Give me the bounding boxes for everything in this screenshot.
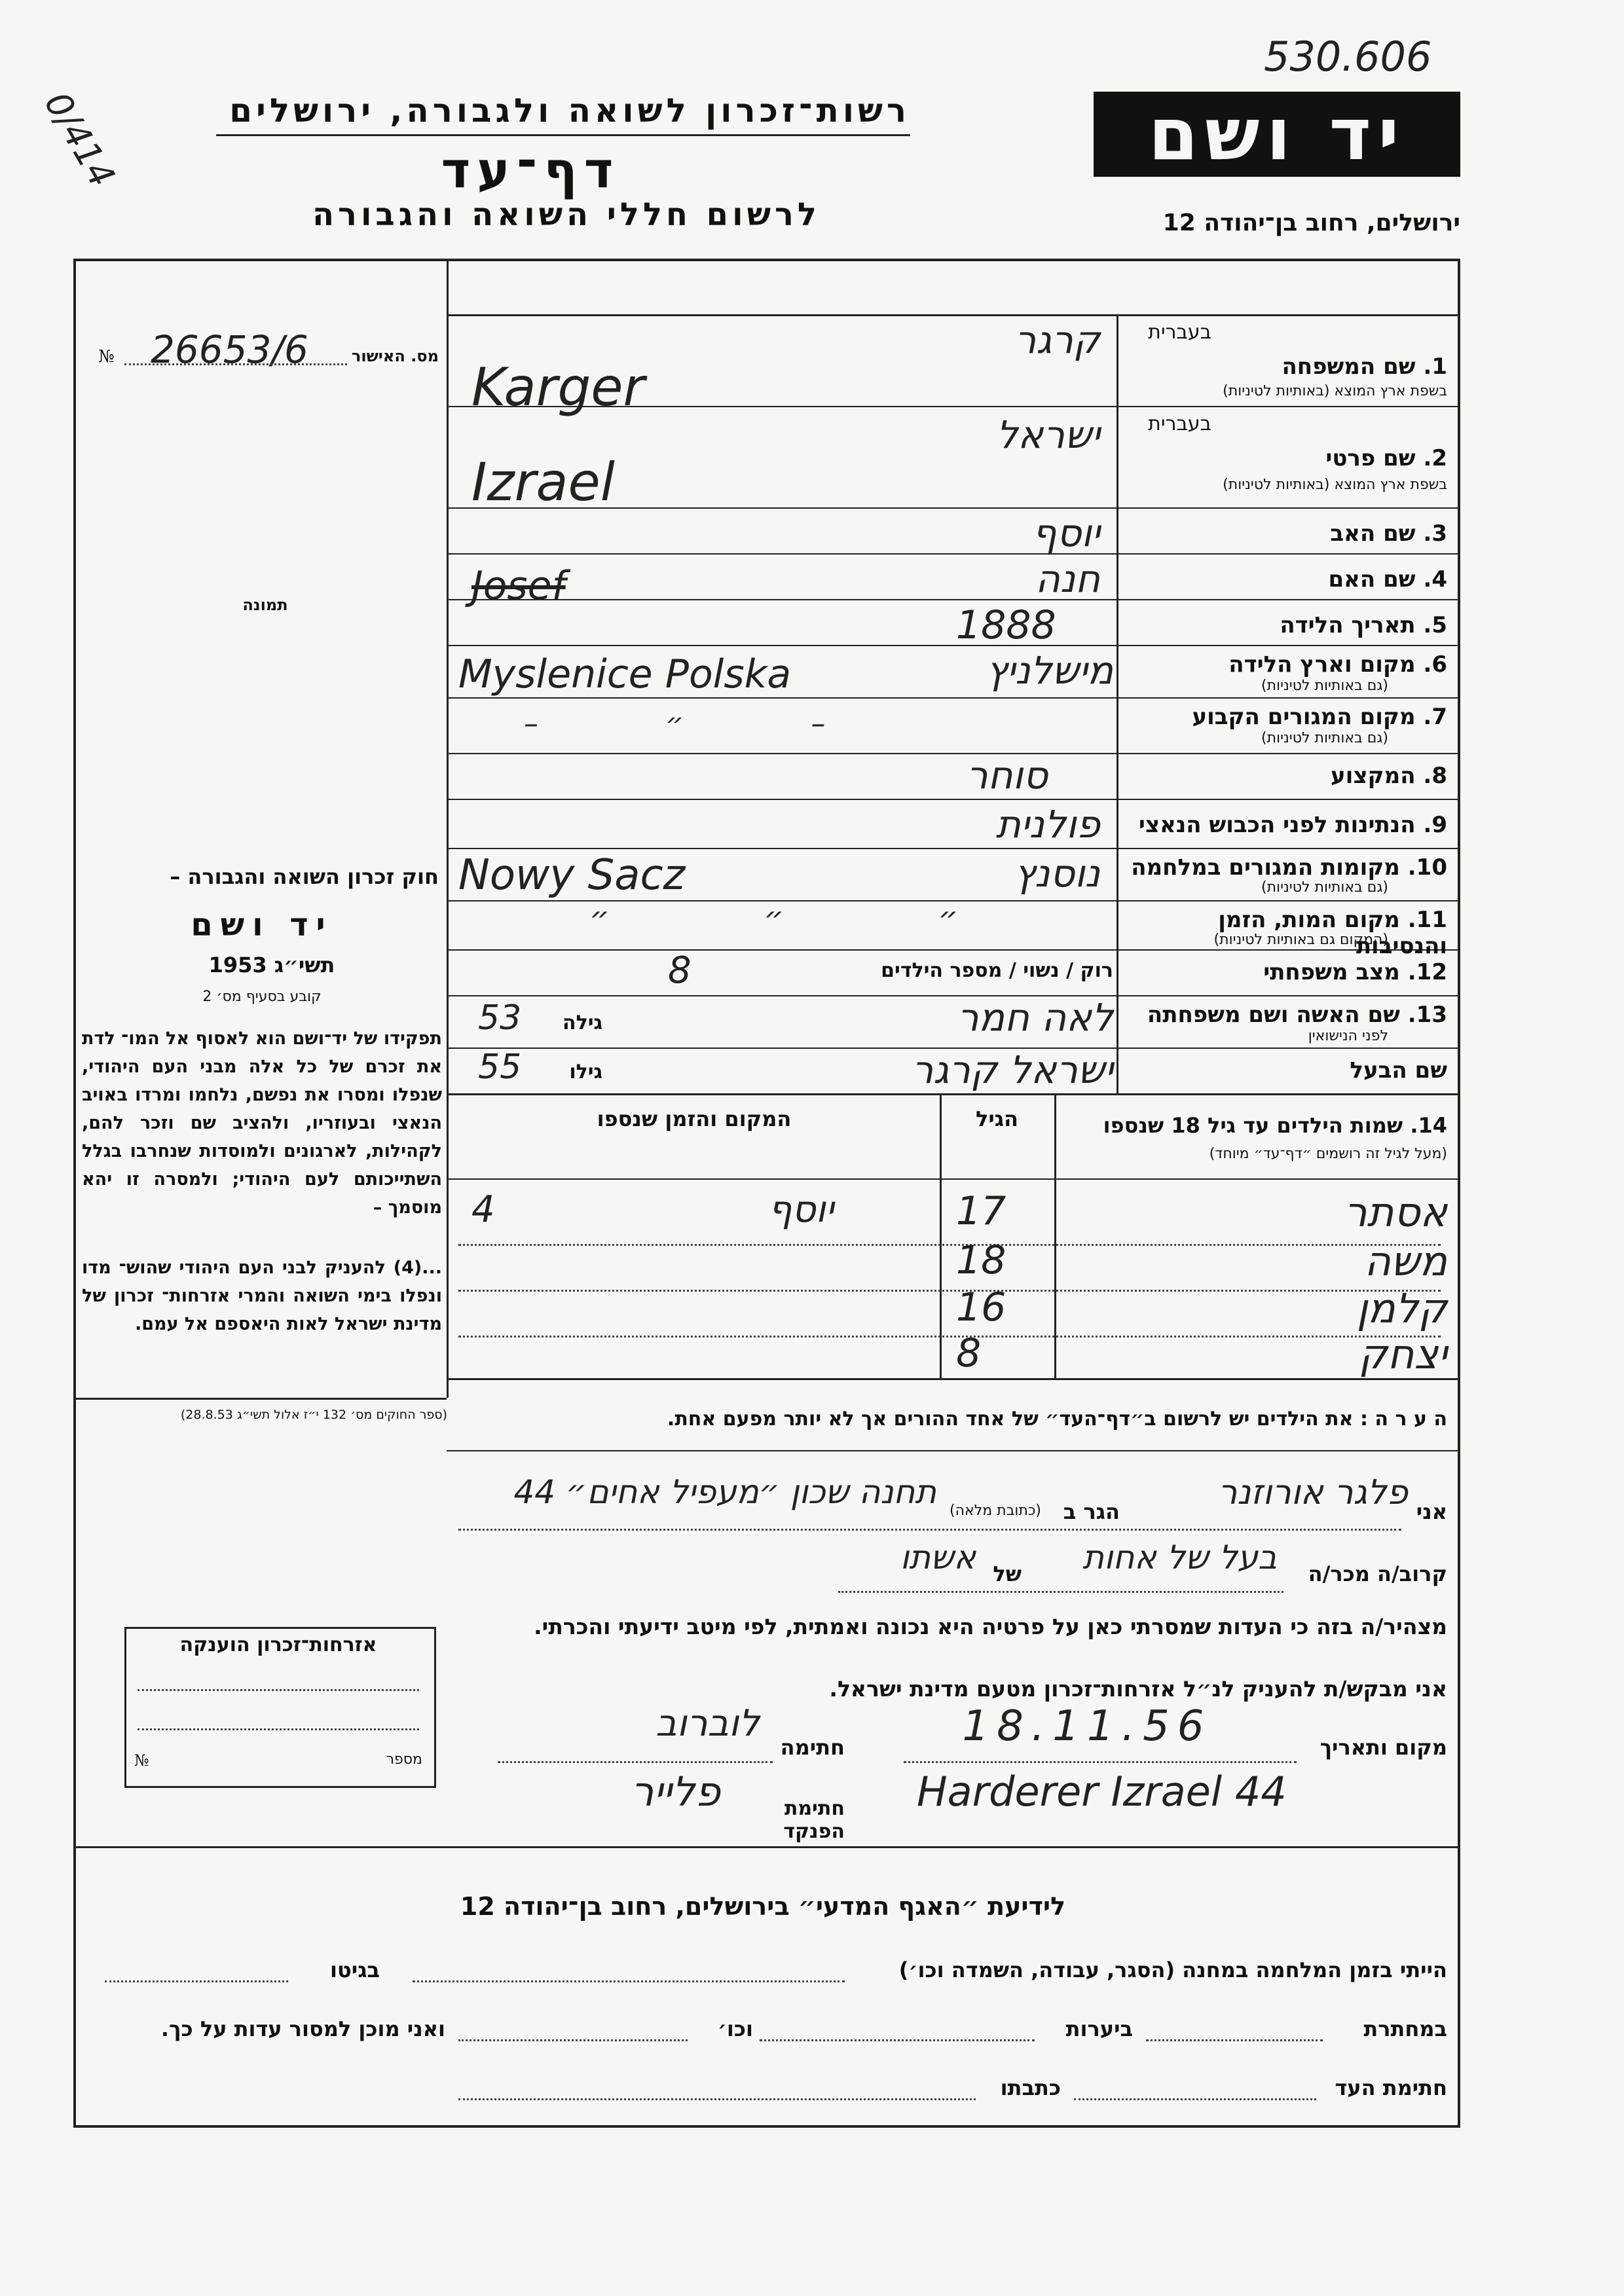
field-2-hebrew-tag: בעברית [1148,412,1211,435]
field-11-sub: (המקום גם באותיות לטיניות) [1213,932,1388,948]
law-year-number: 1953 [208,953,267,977]
profession[interactable]: סוחר [966,753,1048,797]
field-7-label [1126,704,1447,730]
authority-name: רשות־זכרון לשואה ולגבורה, ירושלים [229,92,910,130]
husband-name[interactable]: ישראל קרגר [912,1048,1113,1092]
birth-place-hebrew[interactable]: מישלניץ [986,648,1113,693]
officer-signature-label: חתימת הפנקד [783,1797,845,1843]
field-1-sub: בשפת ארץ המוצא (באותיות לטיניות) [1223,383,1447,399]
field-3-label [1126,520,1447,547]
field-7-number: 7. [1423,704,1447,730]
form-title: דף־עד [441,141,620,199]
field-6-name: מקום וארץ הלידה [1228,651,1416,678]
declarant-address[interactable]: תחנה שכון ״מעפיל אחים״ 44 [513,1473,936,1511]
child-3-age[interactable]: 16 [956,1285,1006,1330]
field-11-name: מקום המות, הזמן והנסיבות [1218,907,1447,959]
field-8-name: המקצוע [1331,763,1416,789]
place-date-value[interactable]: 18.11.56 [962,1702,1212,1751]
law-title: חוק זכרון השואה והגבורה – [170,864,439,889]
child-1-place[interactable]: 4 יוסף [471,1188,834,1231]
footer-forests: ביערות [1065,2016,1133,2041]
footer-witness-signature: חתימת העד [1335,2075,1447,2100]
field-11-number: 11. [1407,907,1447,933]
declarant-name[interactable]: פלגר אורוזנר [1218,1473,1408,1512]
law-text-2: ...(4) להעניק לבני העם היהודי שהוש־ מדו ונפלו בימי השואה והמרי אזרחות־ זכרון של מדינת ישראל לאות היאספם אל עמם. [82,1258,442,1334]
field-10-number: 10. [1407,854,1447,881]
mother-name[interactable]: חנה [1035,556,1100,601]
logo-text: יד ושם [1148,92,1406,176]
declarant-full-address-label: (כתובת מלאה) [950,1503,1041,1519]
wife-age[interactable]: 53 [478,998,522,1038]
officer-signature-value[interactable]: פלייר [631,1768,720,1815]
law-name: יד ושם [191,907,333,943]
file-number: 530.606 [1264,33,1432,81]
field-13-name: שם האשה ושם משפחתה [1147,1002,1400,1028]
sign-place-value[interactable]: Harderer Izrael 44 [917,1768,1287,1815]
field-2-number: 2. [1423,445,1447,471]
first-name-latin[interactable]: Izrael [471,452,615,513]
child-4-name[interactable]: יצחק [1358,1330,1447,1378]
field-10-label [1126,854,1447,881]
child-2-age[interactable]: 18 [956,1237,1006,1283]
place-date-label: מקום ותאריך [1320,1735,1447,1760]
form-subtitle: לרשום חללי השואה והגבורה [312,196,821,233]
field-8-number: 8. [1423,763,1447,789]
footer-ready: ואני מוכן למסור עדות על כך. [160,2016,445,2041]
field-9-number: 9. [1423,812,1447,838]
field-8-label [1126,763,1447,789]
footer-ghetto: בגיטו [330,1958,380,1982]
field-9-label [1126,812,1447,838]
permanent-residence[interactable]: – ״ – [524,707,885,740]
photo-label: תמונה [242,596,288,614]
approval-label: מס. האישור [351,347,439,365]
children-title [1061,1113,1447,1138]
field-1-name: שם המשפחה [1282,354,1416,380]
law-reference: (ספר החוקים מס׳ 132 י״ז אלול תשי״ג 28.8.53) [180,1408,447,1422]
family-name-hebrew[interactable]: קרגר [1014,318,1100,362]
field-5-number: 5. [1423,612,1447,638]
children-sub: (מעל לגיל זה רושמים ״דף־עד״ מיוחד) [1209,1146,1447,1162]
of-label: של [993,1561,1022,1586]
footer-title: לידיעת ״האגף המדעי״ בירושלים, רחוב בן־יהודה 12 [460,1892,1066,1921]
children-heading: שמות הילדים עד גיל 18 שנספו [1103,1113,1403,1138]
field-3-name: שם האב [1330,520,1416,547]
field-1-label [1126,354,1447,380]
citizenship-before-occupation[interactable]: פולנית [995,802,1100,847]
children-place-header: המקום והזמן שנספו [597,1106,792,1131]
birth-date[interactable]: 1888 [956,602,1056,648]
birth-place-latin[interactable]: Myslenice Polska [458,651,792,697]
signature-value[interactable]: לוברוב [655,1702,760,1745]
death-place-time[interactable]: ״ ״ ״ [589,900,1031,937]
child-4-age[interactable]: 8 [956,1330,982,1376]
declaration-request: אני מבקש/ת להעניק לנ״ל אזרחות־זכרון מטעם מדינת ישראל. [829,1676,1447,1702]
field-4-number: 4. [1423,566,1447,592]
field-4-name: שם האם [1328,566,1416,592]
field-12-name: מצב משפחתי [1263,959,1400,985]
marital-status-options: רוק / נשוי / מספר הילדים [881,959,1113,982]
wife-name[interactable]: לאה חמר [957,995,1113,1040]
citizenship-title: אזרחות־זכרון הוענקה [179,1633,377,1656]
children-number: 14. [1410,1113,1447,1138]
husband-age[interactable]: 55 [478,1048,522,1087]
wife-age-label: גילה [563,1011,602,1034]
field-6-number: 6. [1423,651,1447,678]
field-husband-label: שם הבעל [1350,1057,1447,1084]
footer-camp-line: הייתי בזמן המלחמה במחנה (הסגר, עבודה, השמדה וכו׳) [898,1958,1447,1982]
field-7-name: מקום המגורים הקבוע [1192,704,1416,730]
husband-age-label: גילו [569,1061,602,1084]
field-6-label [1126,651,1447,678]
father-name[interactable]: יוסף [1032,511,1100,555]
footer-address: כתבתו [1000,2075,1061,2100]
field-12-label [1126,959,1447,985]
field-2-sub: בשפת ארץ המוצא (באותיות לטיניות) [1223,477,1447,493]
field-13-sub: לפני הנישואין [1308,1028,1388,1044]
law-year-hebrew: תשי״ג [274,953,335,977]
footer-etc: וכו׳ [717,2016,753,2041]
signature-label: חתימה [780,1735,845,1760]
law-year [85,953,439,977]
relative-label: קרוב/ה מכר/ה [1308,1561,1447,1586]
field-9-name: הנתינות לפני הכבוש הנאצי [1138,812,1416,838]
field-10-name: מקומות המגורים במלחמה [1131,854,1400,881]
wartime-residence-hebrew[interactable]: נוסנץ [1014,851,1100,896]
declarant-i-label: אני [1416,1499,1447,1524]
approval-number: 26653/6 [151,327,308,372]
declarant-resides-label: הגר ב [1063,1499,1120,1524]
declaration-statement: מצהיר/ה בזה כי העדות שמסרתי כאן על פרטיה היא נכונה ואמתית, לפי מיטב ידיעתי והכרתי. [534,1614,1447,1639]
child-2-name[interactable]: משה [1364,1237,1447,1285]
field-2-name: שם פרטי [1325,445,1416,471]
field-5-name: תאריך הלידה [1280,612,1416,638]
approval-number-sign: № [98,347,115,367]
law-clause: קובע בסעיף מס׳ 2 [202,989,322,1005]
yv-address: ירושלים, רחוב בן־יהודה 12 [1162,210,1460,236]
children-note: ה ע ר ה : את הילדים יש לרשום ב״דף־העד״ של אחד ההורים אך לא יותר מפעם אחת. [667,1408,1447,1430]
mother-name-crossed: Josef [471,563,566,609]
field-5-label [1126,612,1447,638]
footer-underground: במחתרת [1363,2016,1447,2041]
citizenship-number-sign: № [134,1751,149,1770]
field-13-number: 13. [1407,1002,1447,1028]
child-3-name[interactable]: קלמן [1356,1285,1447,1332]
field-4-label [1126,566,1447,592]
relation-value[interactable]: בעל של אחות [1082,1539,1277,1576]
children-count[interactable]: 8 [668,949,692,992]
first-name-hebrew[interactable]: ישראל [996,412,1100,457]
wartime-residence-latin[interactable]: Nowy Sacz [458,851,686,900]
family-name-latin[interactable]: Karger [471,357,645,418]
field-6-sub: (גם באותיות לטיניות) [1261,678,1388,694]
law-text: תפקידו של יד־ושם הוא לאסוף אל המו־ לדת את זכרם של כל אלה מבני העם היהודי, שנפלו ומסרו את נפשם, נלחמו ומרדו באויב הנאצי ובעוזריו, ולהציב שם וזכר להם, לקהילות, לארגונים ולמוסדות שנחרבו בגלל השתייכותם לעם היהודי; ולמסרה זו יהא מוסמך – [82,1029,442,1218]
citizenship-number [134,1751,422,1770]
field-2-label [1126,445,1447,471]
children-age-header: הגיל [975,1106,1019,1131]
field-7-sub: (גם באותיות לטיניות) [1261,730,1388,746]
child-1-age[interactable]: 17 [956,1188,1006,1234]
field-12-number: 12. [1407,959,1447,985]
field-3-number: 3. [1423,520,1447,547]
field-1-number: 1. [1423,354,1447,380]
field-1-hebrew-tag: בעברית [1148,321,1211,344]
yad-vashem-logo [1094,92,1460,177]
field-10-sub: (גם באותיות לטיניות) [1261,879,1388,896]
child-1-name[interactable]: אסתר [1344,1188,1447,1236]
of-value[interactable]: אשתו [900,1539,976,1576]
citizenship-number-label: מספר [386,1751,422,1768]
field-13-label [1126,1002,1447,1028]
margin-note: 0/414 [36,85,123,194]
